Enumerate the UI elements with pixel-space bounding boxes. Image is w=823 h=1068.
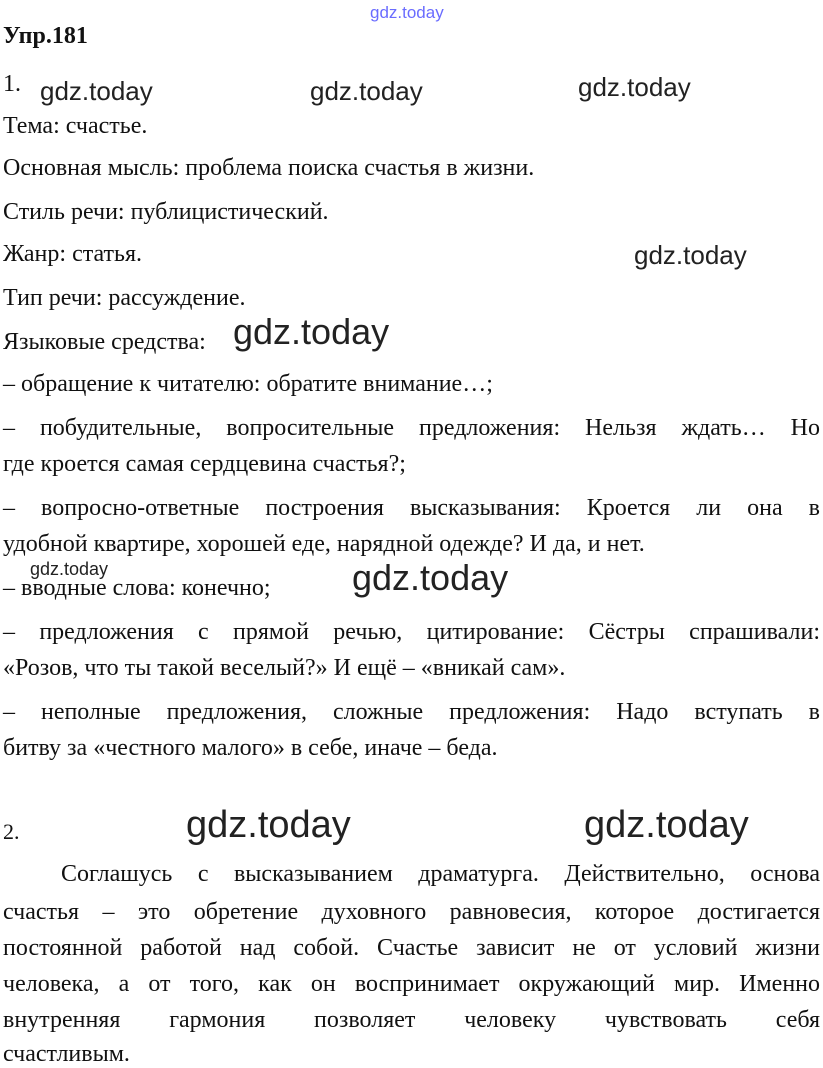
list-item-incomplete-line2: битву за «честного малого» в себе, иначе – беда.: [3, 735, 498, 761]
speech-type-line: Тип речи: рассуждение.: [3, 285, 246, 311]
list-item-intro-words: – вводные слова: конечно;: [3, 575, 271, 601]
watermark-intro-small: gdz.today: [30, 559, 109, 579]
watermark-part2-right: gdz.today: [584, 804, 749, 846]
list-item-incomplete-line1: – неполные предложения, сложные предложения: Надо вступать в: [3, 699, 820, 725]
essay-line-4: человека, а от того, как он воспринимает окружающий мир. Именно: [3, 971, 820, 997]
watermark-row1-center: gdz.today: [310, 76, 423, 106]
essay-line-5: внутренняя гармония позволяет человеку чувствовать себя: [3, 1007, 820, 1033]
list-item-question-answer-line2: удобной квартире, хорошей еде, нарядной одежде? И да, и нет.: [3, 531, 645, 557]
language-means-heading: Языковые средства:: [3, 329, 206, 355]
essay-line-6: счастливым.: [3, 1041, 130, 1067]
essay-line-3: постоянной работой над собой. Счастье зависит не от условий жизни: [3, 935, 820, 961]
essay-line-1: Соглашусь с высказыванием драматурга. Действительно, основа: [61, 861, 820, 887]
watermark-row1-right: gdz.today: [578, 72, 691, 102]
main-idea-line: Основная мысль: проблема поиска счастья в жизни.: [3, 155, 535, 181]
list-item-incentive-line2: где кроется самая сердцевина счастья?;: [3, 451, 406, 477]
essay-line-2: счастья – это обретение духовного равновесия, которое достигается: [3, 899, 820, 925]
part1-number: 1.: [3, 71, 21, 97]
watermark-top: gdz.today: [370, 3, 444, 22]
topic-line: Тема: счастье.: [3, 113, 148, 139]
part2-number: 2.: [3, 819, 20, 844]
watermark-part2-left: gdz.today: [186, 804, 351, 846]
list-item-appeal: – обращение к читателю: обратите внимание…;: [3, 371, 493, 397]
watermark-genre-right: gdz.today: [634, 240, 747, 270]
watermark-row1-left: gdz.today: [40, 76, 153, 106]
watermark-means: gdz.today: [233, 311, 390, 352]
style-line: Стиль речи: публицистический.: [3, 199, 329, 225]
page-title: Упр.181: [3, 23, 88, 49]
list-item-direct-speech-line1: – предложения с прямой речью, цитирование: Сёстры спрашивали:: [3, 619, 820, 645]
list-item-direct-speech-line2: «Розов, что ты такой веселый?» И ещё – «вникай сам».: [3, 655, 566, 681]
watermark-intro: gdz.today: [352, 557, 509, 598]
list-item-incentive-line1: – побудительные, вопросительные предложения: Нельзя ждать… Но: [3, 415, 820, 441]
list-item-question-answer-line1: – вопросно-ответные построения высказывания: Кроется ли она в: [3, 495, 820, 521]
genre-line: Жанр: статья.: [3, 241, 143, 267]
